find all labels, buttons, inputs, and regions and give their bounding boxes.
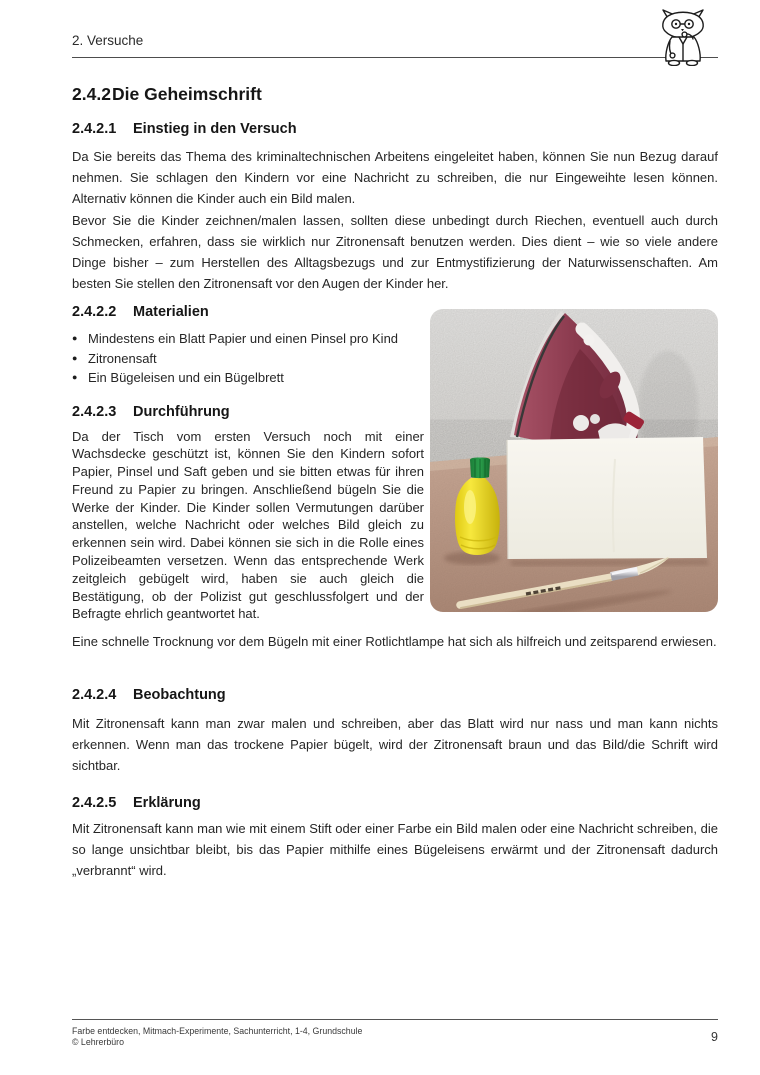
- page-title: [72, 84, 262, 105]
- page-title-number: 2.4.2: [72, 84, 111, 104]
- bullet-icon: ●: [72, 333, 78, 343]
- list-item: [72, 329, 424, 349]
- list-item-text: Mindestens ein Blatt Papier und einen Pinsel pro Kind: [88, 331, 399, 346]
- materials-list: [72, 329, 424, 388]
- list-item-text: Ein Bügeleisen und ein Bügelbrett: [88, 370, 284, 385]
- iron-dial: [573, 415, 589, 431]
- footer-rule: [72, 1019, 718, 1020]
- footer-line-1: Farbe entdecken, Mitmach-Experimente, Sachunterricht, 1-4, Grundschule: [72, 1026, 363, 1036]
- section-title: Einstieg in den Versuch: [133, 121, 297, 137]
- section-heading-materialien: [72, 304, 424, 320]
- materials-photo-illustration: [430, 309, 718, 612]
- page-number: 9: [711, 1030, 718, 1044]
- section-title: Materialien: [133, 304, 209, 320]
- section-heading-durchfuehrung: [72, 404, 424, 420]
- section-number: 2.4.2.2: [72, 304, 117, 320]
- section-number: 2.4.2.3: [72, 403, 117, 420]
- section-title: Durchführung: [133, 403, 230, 420]
- materials-photo: [430, 309, 718, 612]
- bullet-icon: ●: [72, 352, 78, 363]
- footer-credit: [72, 1026, 362, 1047]
- paragraph-beobachtung: Mit Zitronensaft kann man zwar malen und schreiben, aber das Blatt wird nur nass und man kann nichts erkennen. Wenn man das trockene Papier bügelt, wird der Zitronensaft braun und das Bild/die Schrift wird sichtbar.: [72, 716, 718, 773]
- cat-mascot-drawing: [654, 8, 712, 66]
- section-title: Beobachtung: [133, 687, 226, 703]
- paragraph-durchfuehrung: Da der Tisch vom ersten Versuch noch mit einer Wachsdecke geschützt ist, können Sie den Kindern sofort Papier, Pinsel und Saft geben und sie bitten etwas für ihren Freund zu Papier zu bringen. Anschließend bügeln Sie die Werke der Kinder. Die Kinder sollen Vermutungen darüber anstellen, welche Nachricht oder welches Bild gleich zu erkennen sein wird. Dabei können sie sich in die Rolle eines Polizeibeamten versetzen. Wenn das entsprechende Werk zeitgleich gebügelt wird, haben sie auch gleich die Bestätigung, ob der Polizist gut geschlussfolgert und der Befragte ehrlich geantwortet hat.: [72, 428, 424, 622]
- paragraph-einstieg-1: Da Sie bereits das Thema des kriminaltechnischen Arbeitens eingeleitet haben, können Sie nun Bezug darauf nehmen. Sie schlagen den Kindern vor eine Nachricht zu schreiben, die nur Eingeweihte lesen können. Alternativ können die Kinder auch ein Bild malen.: [72, 149, 718, 206]
- paper-sheet: [507, 437, 709, 566]
- left-column: [72, 304, 424, 623]
- paragraph-trocknung-note: Eine schnelle Trocknung vor dem Bügeln mit einer Rotlichtlampe hat sich als hilfreich und zeitsparend erwiesen.: [72, 634, 717, 649]
- section-number: 2.4.2.4: [72, 687, 117, 703]
- section-number: 2.4.2.5: [72, 795, 117, 811]
- iron-spray-button: [584, 335, 595, 346]
- header-rule: [72, 57, 718, 58]
- section-heading-beobachtung: [72, 687, 226, 703]
- breadcrumb: 2. Versuche: [72, 33, 144, 48]
- section-heading-erklaerung: [72, 795, 201, 811]
- footer-line-2: © Lehrerbüro: [72, 1036, 124, 1047]
- list-item-text: Zitronensaft: [88, 350, 157, 366]
- iron-dial-small: [590, 414, 600, 424]
- section-heading-einstieg: [72, 121, 297, 137]
- paragraph-erklaerung: Mit Zitronensaft kann man wie mit einem Stift oder einer Farbe ein Bild malen oder eine Nachricht schreiben, die so lange unsichtbar bleibt, bis das Papier mithilfe eines Bügeleisens erwärmt und der Zitronensaft dadurch „verbrannt“ wird.: [72, 821, 718, 878]
- bullet-icon: ●: [72, 372, 78, 382]
- bottle-body: [455, 478, 500, 555]
- section-title: Erklärung: [133, 795, 201, 811]
- list-item: [72, 368, 424, 388]
- paragraph-einstieg-2: Bevor Sie die Kinder zeichnen/malen lassen, sollten diese unbedingt durch Riechen, eventuell auch durch Schmecken, erfahren, dass sie wirklich nur Zitronensaft benutzen werden. Dies dient – wie so viele andere Dinge bisher – zum Herstellen des Alltagsbezugs und zur Entmystifizierung der Naturwissenschaften. Am besten Sie stellen den Zitronensaft vor den Augen der Kinder her.: [72, 213, 718, 291]
- list-item: [72, 349, 424, 369]
- section-number: 2.4.2.1: [72, 121, 117, 137]
- bottle-highlight: [464, 490, 476, 524]
- cat-mascot-icon: [654, 8, 712, 66]
- page-title-text: Die Geheimschrift: [112, 84, 262, 104]
